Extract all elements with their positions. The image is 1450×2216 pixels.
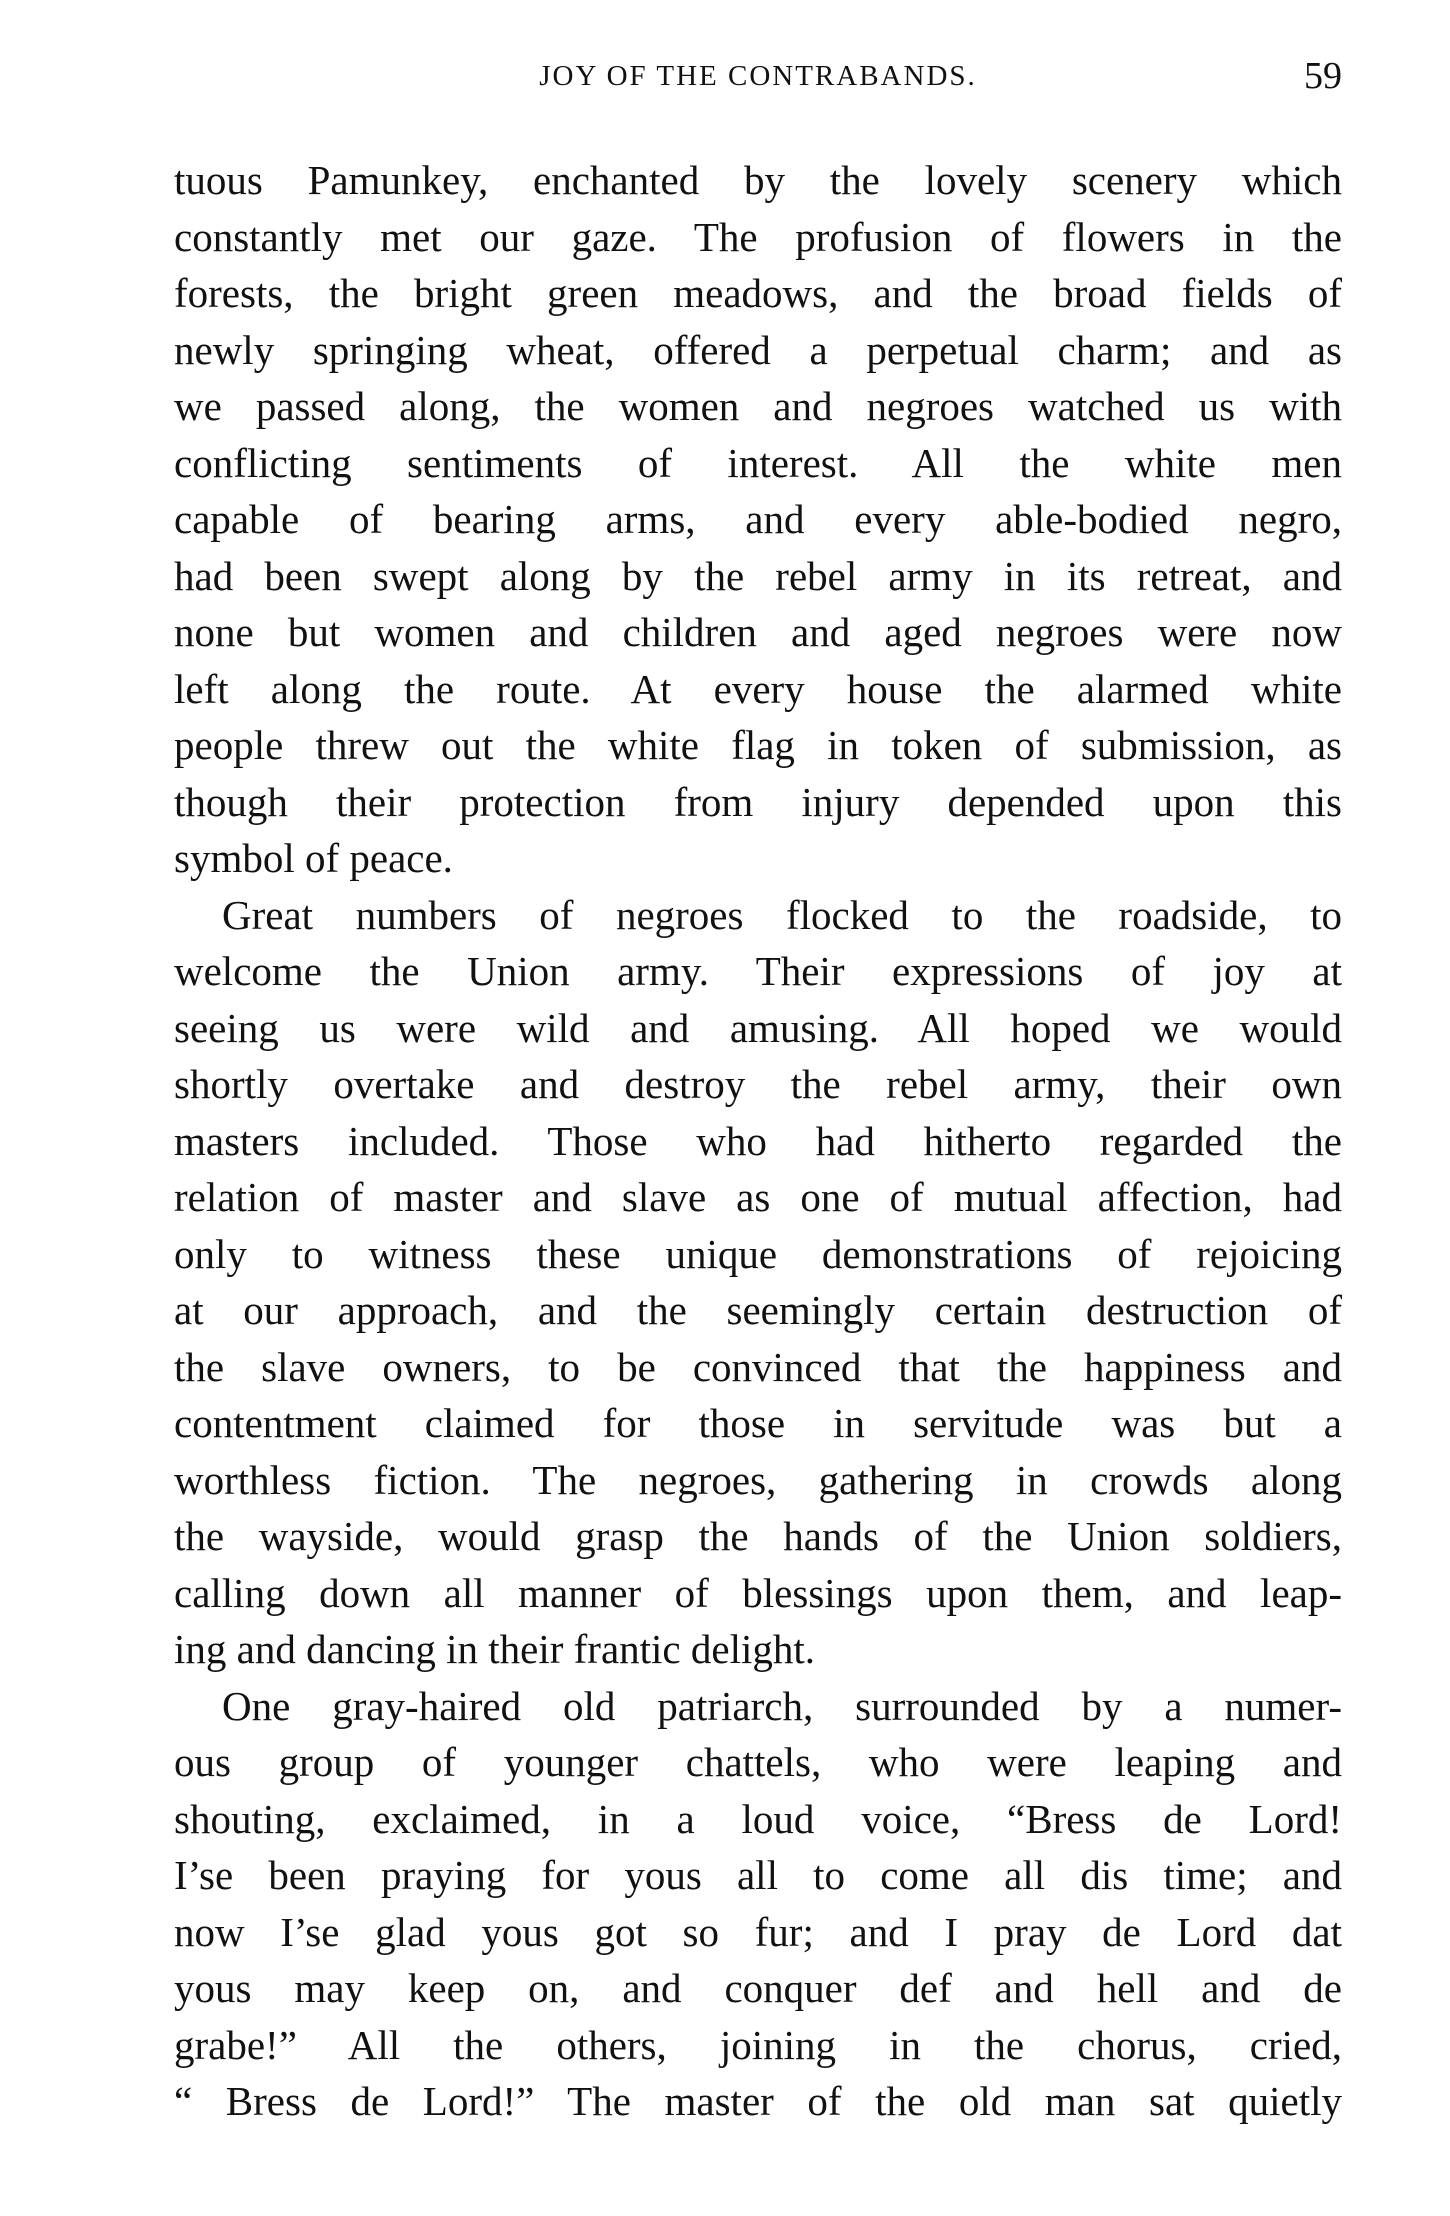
text-line: none but women and children and aged negroes were now [174,609,1342,655]
text-line: tuous Pamunkey, enchanted by the lovely scenery which [174,157,1342,203]
text-line: ous group of younger chattels, who were leaping and [174,1739,1342,1785]
text-line: the slave owners, to be convinced that the happiness and [174,1343,1342,1390]
text-line: ing and dancing in their frantic delight. [174,1626,816,1672]
text-line: shouting, exclaimed, in a loud voice, “Bress de Lord! [174,1795,1342,1842]
text-line: conflicting sentiments of interest. All the white men [174,439,1342,486]
page-body [174,152,1342,2130]
text-line: calling down all manner of blessings upon them, and leap- [174,1569,1342,1616]
text-line: Great numbers of negroes flocked to the roadside, to [222,891,1342,938]
text-line: relation of master and slave as one of mutual affection, had [174,1174,1342,1220]
paragraph [174,887,1342,1678]
text-line: newly springing wheat, offered a perpetual charm; and as [174,326,1342,373]
text-line: now I’se glad yous got so fur; and I pray de Lord dat [174,1908,1342,1955]
text-line: we passed along, the women and negroes watched us with [174,383,1342,429]
text-line: masters included. Those who had hitherto regarded the [174,1117,1342,1164]
paragraph [174,1678,1342,2130]
text-line: the wayside, would grasp the hands of the Union soldiers, [174,1513,1342,1559]
text-line: capable of bearing arms, and every able-bodied negro, [174,496,1342,542]
text-line: One gray-haired old patriarch, surrounded by a numer- [222,1682,1342,1729]
text-line: yous may keep on, and conquer def and hell and de [174,1965,1342,2011]
running-title: JOY OF THE CONTRABANDS. [539,60,977,92]
text-line: I’se been praying for yous all to come all dis time; and [174,1852,1342,1898]
text-line: symbol of peace. [174,835,453,881]
text-line: seeing us were wild and amusing. All hoped we would [174,1004,1342,1051]
text-line: shortly overtake and destroy the rebel army, their own [174,1061,1342,1107]
text-line: people threw out the white flag in token of submission, as [174,722,1342,768]
text-line: “ Bress de Lord!” The master of the old man sat quietly [174,2078,1342,2124]
text-line: forests, the bright green meadows, and the broad fields of [174,270,1342,316]
text-line: welcome the Union army. Their expressions of joy at [174,948,1342,994]
text-line: had been swept along by the rebel army in its retreat, and [174,552,1342,599]
text-line: at our approach, and the seemingly certain destruction of [174,1287,1342,1333]
text-line: worthless fiction. The negroes, gathering in crowds along [174,1456,1342,1503]
text-line: grabe!” All the others, joining in the chorus, cried, [174,2021,1342,2068]
text-line: contentment claimed for those in servitude was but a [174,1400,1342,1446]
text-line: only to witness these unique demonstrations of rejoicing [174,1230,1342,1277]
running-header [174,52,1342,102]
page-number: 59 [1304,55,1342,97]
text-line: constantly met our gaze. The profusion of flowers in the [174,213,1342,260]
text-line: left along the route. At every house the alarmed white [174,665,1342,712]
paragraph [174,152,1342,887]
text-line: though their protection from injury depended upon this [174,778,1342,825]
